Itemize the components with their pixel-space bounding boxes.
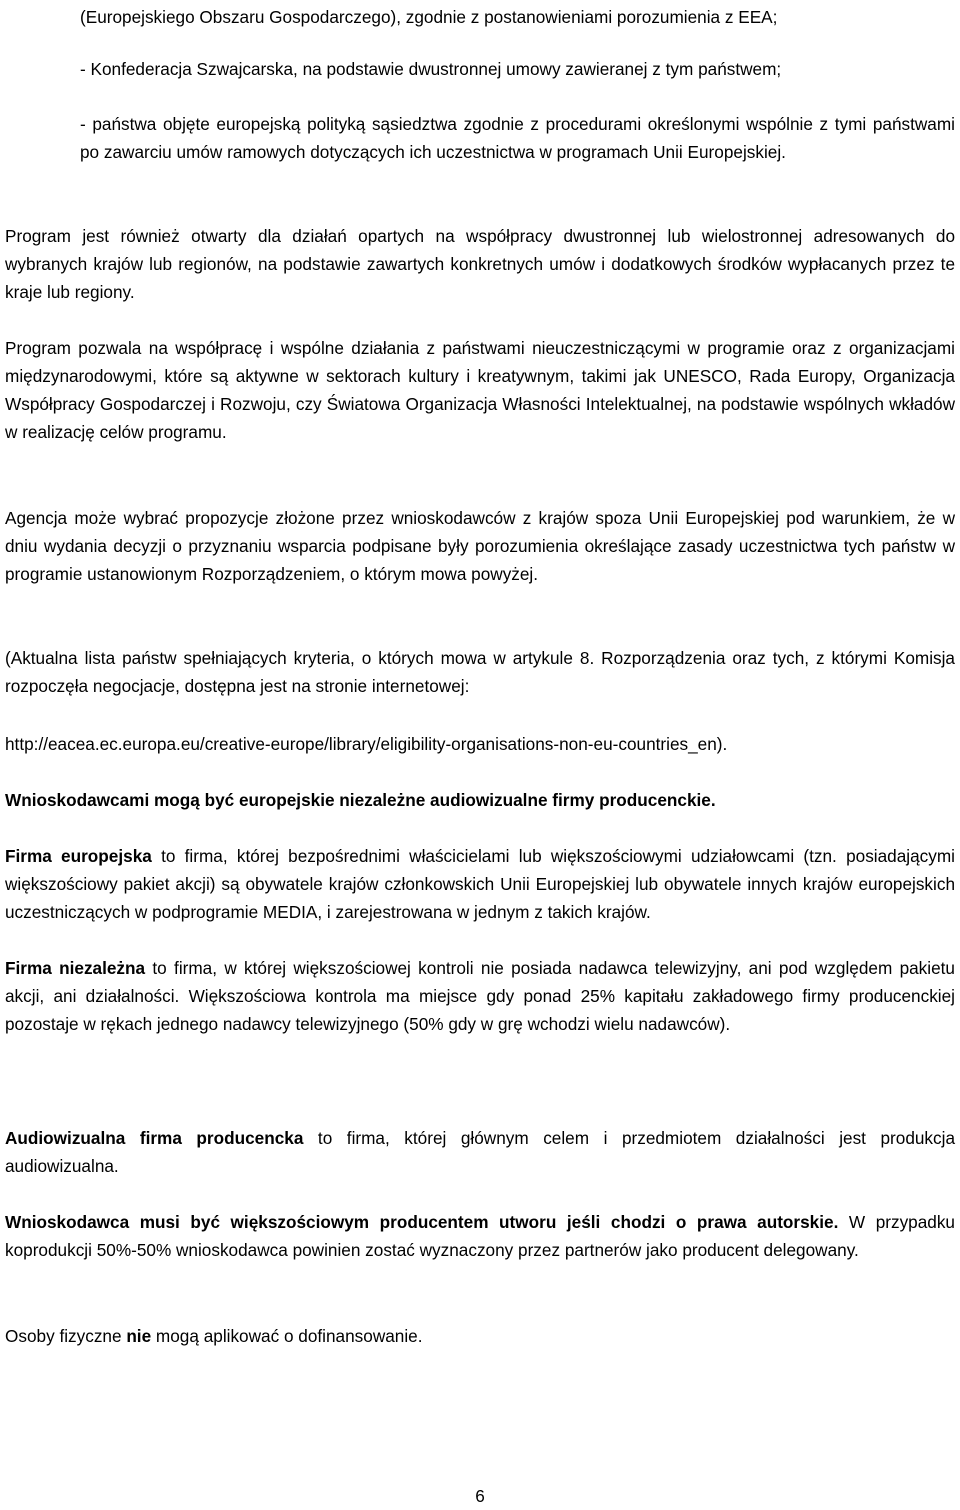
heading-applicants [5,786,955,814]
term-av-production-firm: Audiowizualna firma producencka [5,1128,304,1148]
definition-european-firm [5,842,955,926]
natural-persons-pre: Osoby fizyczne [5,1326,127,1346]
list-item-eea: (Europejskiego Obszaru Gospodarczego), zgodnie z postanowieniami porozumienia z EEA; [80,7,778,27]
paragraph-cooperation: Program pozwala na współpracę i wspólne działania z państwami nieuczestniczącymi w programie oraz z organizacjami międzynarodowymi, które są aktywne w sektorach kultury i kreatywnym, takimi jak UNESCO, Rada Europy, Organizacja Współpracy Gospodarczej i Rozwoju, czy Światowa Organizacja Własności Intelektualnej, na podstawie wspólnych wkładów w realizację celów programu. [5,338,955,442]
paragraph-agency: Agencja może wybrać propozycje złożone przez wnioskodawców z krajów spoza Unii Europejskiej pod warunkiem, że w dniu wydania decyzji o przyznaniu wsparcia podpisane były porozumienia określające zasady uczestnictwa tych państw w programie ustanowionym Rozporządzeniem, o którym mowa powyżej. [5,508,955,584]
definition-av-production-firm [5,1124,955,1180]
coproduction-note: W przypadku koprodukcji 50%-50% wnioskodawca powinien zostać wyznaczony przez partnerów jako producent delegowany. [5,1212,955,1260]
natural-persons-negation: nie [126,1326,152,1346]
paragraph-list-note: (Aktualna lista państw spełniających kryteria, o których mowa w artykule 8. Rozporządzenia oraz tych, z którymi Komisja rozpoczęła negocjacje, dostępna jest na stronie internetowej: [5,648,955,696]
eligibility-url: http://eacea.ec.europa.eu/creative-europe/library/eligibility-organisations-non-eu-countries_en). [5,734,728,754]
definition-av-production-firm-text: to firma, której głównym celem i przedmiotem działalności jest produkcja audiowizualna. [5,1128,955,1176]
term-independent-firm: Firma niezależna [5,958,146,978]
definition-independent-firm-text: to firma, w której większościowej kontroli nie posiada nadawca telewizyjny, ani pod względem pakietu akcji, ani działalności. Większościowa kontrola ma miejsce gdy ponad 25% kapitału zakładowego firmy producenckiej pozostaje w rękach jednego nadawcy telewizyjnego (50% gdy w grę wchodzi wielu nadawców). [5,958,955,1034]
paragraph-program-open: Program jest również otwarty dla działań opartych na współpracy dwustronnej lub wielostronnej adresowanych do wybranych krajów lub regionów, na podstawie zawartych konkretnych umów i dodatkowych środków wypłacanych przez te kraje lub regiony. [5,226,955,302]
paragraph-majority-producer [5,1208,955,1264]
list-item-neighbourhood: - państwa objęte europejską polityką sąsiedztwa zgodnie z procedurami określonymi wspólnie z tymi państwami po zawarciu umów ramowych dotyczących ich uczestnictwa w programach Unii Europejskiej. [80,114,955,162]
page-number: 6 [475,1486,485,1506]
paragraph-natural-persons [5,1322,955,1350]
majority-producer-rule: Wnioskodawca musi być większościowym producentem utworu jeśli chodzi o prawa autorskie. [5,1212,839,1232]
natural-persons-post: mogą aplikować o dofinansowanie. [151,1326,423,1346]
definition-european-firm-text: to firma, której bezpośrednimi właścicielami lub większościowymi udziałowcami (tzn. posiadającymi większościowy pakiet akcji) są obywatele krajów członkowskich Unii Europejskiej lub obywatele innych krajów europejskich uczestniczących w podprogramie MEDIA, i zarejestrowana w jednym z takich krajów. [5,846,955,922]
term-european-firm: Firma europejska [5,846,152,866]
list-item-switzerland: - Konfederacja Szwajcarska, na podstawie dwustronnej umowy zawieranej z tym państwem; [80,59,782,79]
definition-independent-firm [5,954,955,1038]
heading-applicants-text: Wnioskodawcami mogą być europejskie niezależne audiowizualne firmy producenckie. [5,790,716,810]
